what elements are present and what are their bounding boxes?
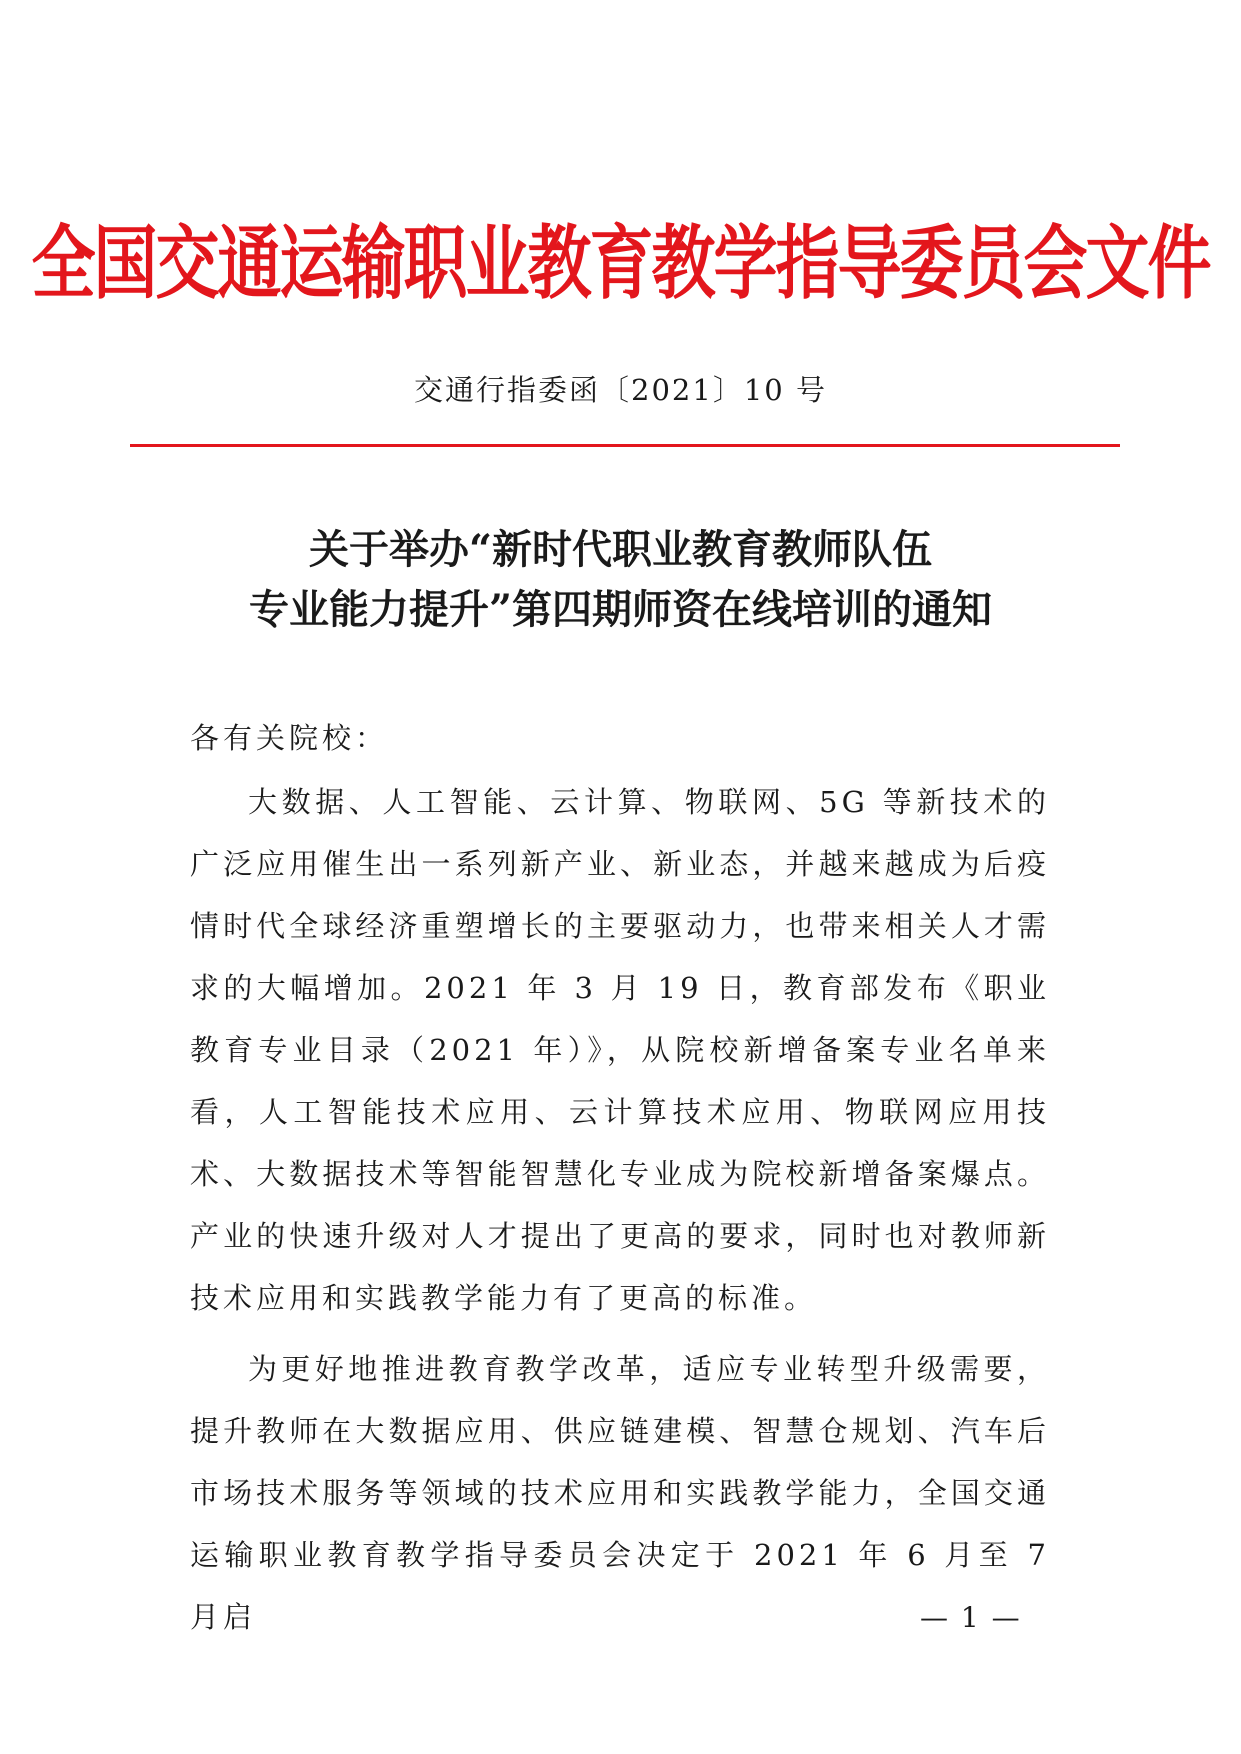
- document-masthead: 全国交通运输职业教育教学指导委员会文件: [31, 218, 1210, 311]
- body-paragraph-2: 为更好地推进教育教学改革，适应专业转型升级需要，提升教师在大数据应用、供应链建模、智慧仓规划、汽车后市场技术服务等领域的技术应用和实践教学能力，全国交通运输职业教育教学指导委员会决定于 2021 年 6 月至 7 月启: [190, 1352, 1050, 1634]
- body-paragraph-1: 大数据、人工智能、云计算、物联网、5G 等新技术的广泛应用催生出一系列新产业、新业态，并越来越成为后疫情时代全球经济重塑增长的主要驱动力，也带来相关人才需求的大幅增加。2021 年 3 月 19 日，教育部发布《职业教育专业目录（2021 年）》，从院校新增备案专业名单来看，人工智能技术应用、云计算技术应用、物联网应用技术、大数据技术等智能智慧化专业成为院校新增备案爆点。产业的快速升级对人才提出了更高的要求，同时也对教师新技术应用和实践教学能力有了更高的标准。: [190, 785, 1050, 1315]
- page-number: — 1 —: [920, 1601, 1022, 1634]
- notice-title-line-2: 专业能力提升”第四期师资在线培训的通知: [248, 586, 992, 633]
- red-divider-line: [130, 444, 1120, 447]
- notice-title: [0, 520, 1241, 640]
- salutation: 各有关院校：: [190, 721, 389, 755]
- notice-title-line-1: 关于举办“新时代职业教育教师队伍: [308, 526, 932, 573]
- document-number: 交通行指委函〔2021〕10 号: [414, 373, 827, 407]
